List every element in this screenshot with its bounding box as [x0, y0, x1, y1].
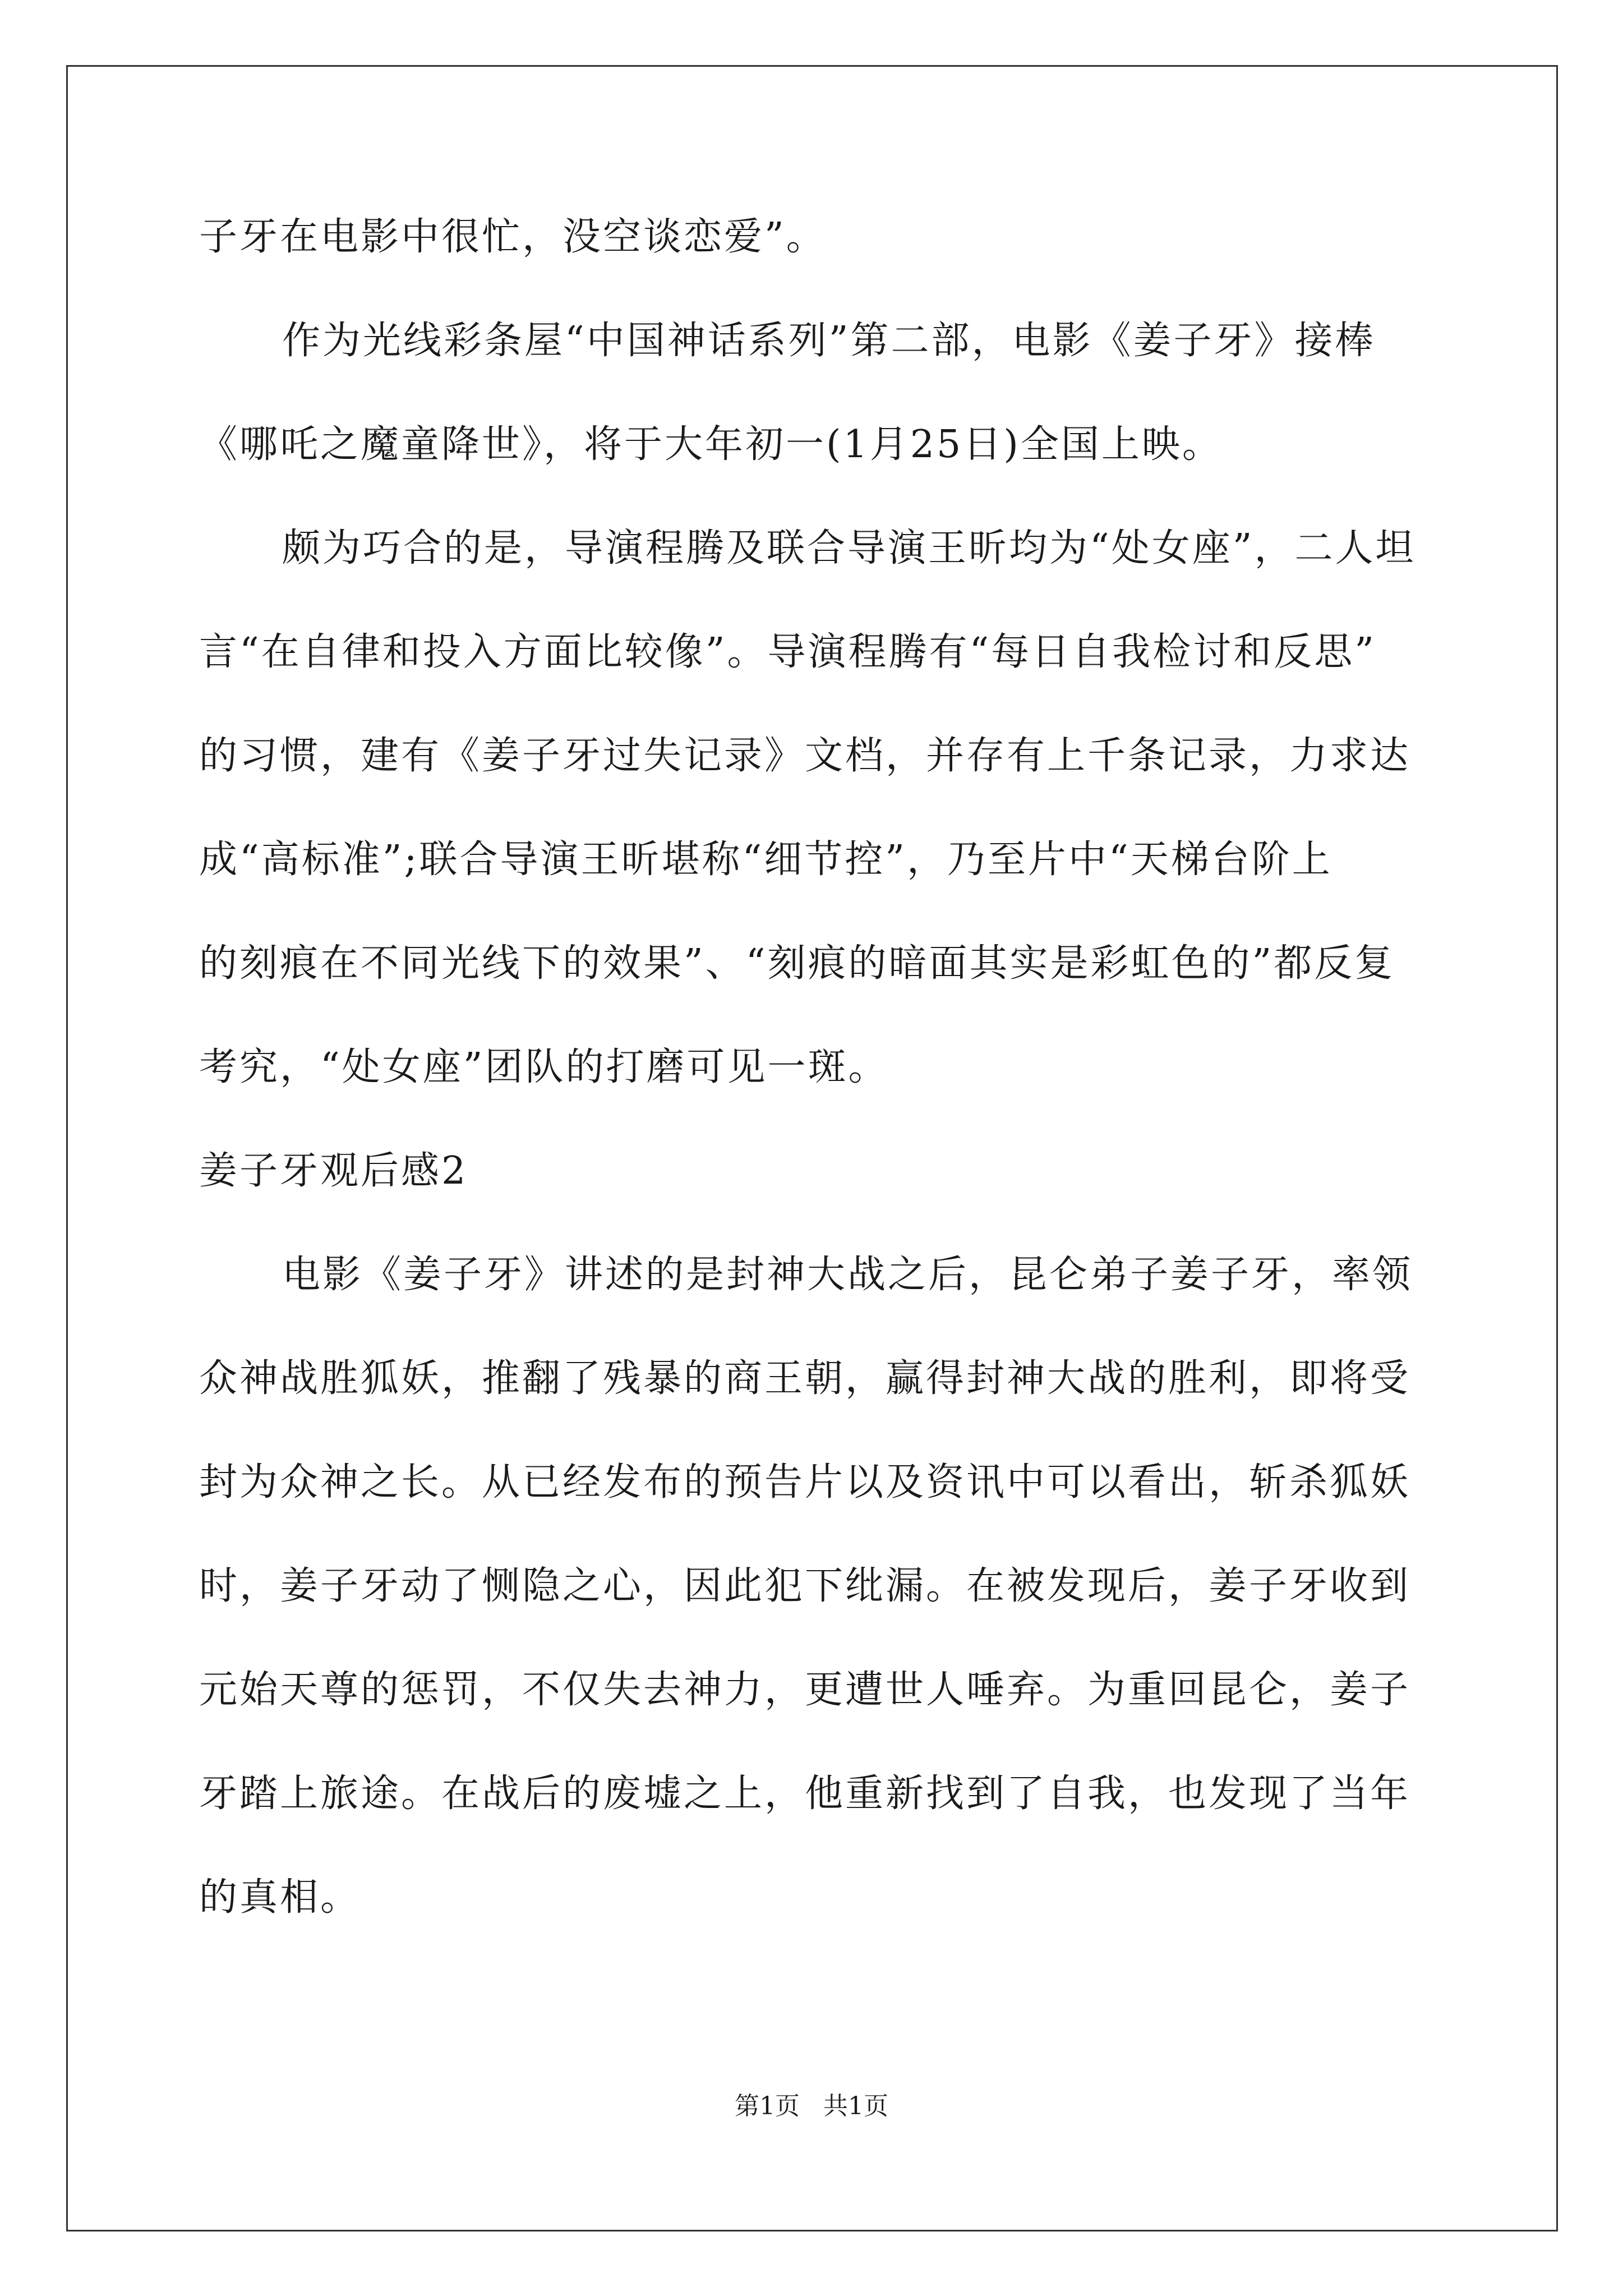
text-line: 的习惯，建有《姜子牙过失记录》文档，并存有上千条记录，力求达	[199, 734, 1411, 778]
paragraph-start-line: 颇为巧合的是，导演程腾及联合导演王昕均为“处女座”，二人坦	[282, 526, 1416, 570]
text-line: 考究，“处女座”团队的打磨可见一斑。	[199, 1045, 889, 1089]
text-line: 成“高标准”;联合导演王昕堪称“细节控”，乃至片中“天梯台阶上	[199, 838, 1332, 882]
text-line: 《哪吒之魔童降世》，将于大年初一(1月25日)全国上映。	[199, 422, 1223, 467]
document-body	[199, 185, 1444, 1949]
text-line: 的刻痕在不同光线下的效果”、“刻痕的暗面其实是彩虹色的”都反复	[199, 941, 1395, 986]
text-line: 时，姜子牙动了恻隐之心，因此犯下纰漏。在被发现后，姜子牙收到	[199, 1564, 1411, 1608]
text-line: 子牙在电影中很忙，没空谈恋爱”。	[199, 215, 827, 259]
text-line: 言“在自律和投入方面比较像”。导演程腾有“每日自我检讨和反思”	[199, 630, 1377, 674]
paragraph-start-line: 电影《姜子牙》讲述的是封神大战之后，昆仑弟子姜子牙，率领	[282, 1253, 1413, 1297]
paragraph-start-line: 作为光线彩条屋“中国神话系列”第二部，电影《姜子牙》接棒	[282, 319, 1376, 363]
section-heading: 姜子牙观后感2	[199, 1149, 468, 1193]
text-line: 牙踏上旅途。在战后的废墟之上，他重新找到了自我，也发现了当年	[199, 1772, 1411, 1816]
text-line: 元始天尊的惩罚，不仅失去神力，更遭世人唾弃。为重回昆仑，姜子	[199, 1668, 1411, 1712]
text-line: 封为众神之长。从已经发布的预告片以及资讯中可以看出，斩杀狐妖	[199, 1460, 1411, 1504]
page-number-footer: 第1页 共1页	[735, 2092, 888, 2120]
text-line: 众神战胜狐妖，推翻了残暴的商王朝，赢得封神大战的胜利，即将受	[199, 1356, 1411, 1401]
text-line: 的真相。	[199, 1875, 361, 1920]
